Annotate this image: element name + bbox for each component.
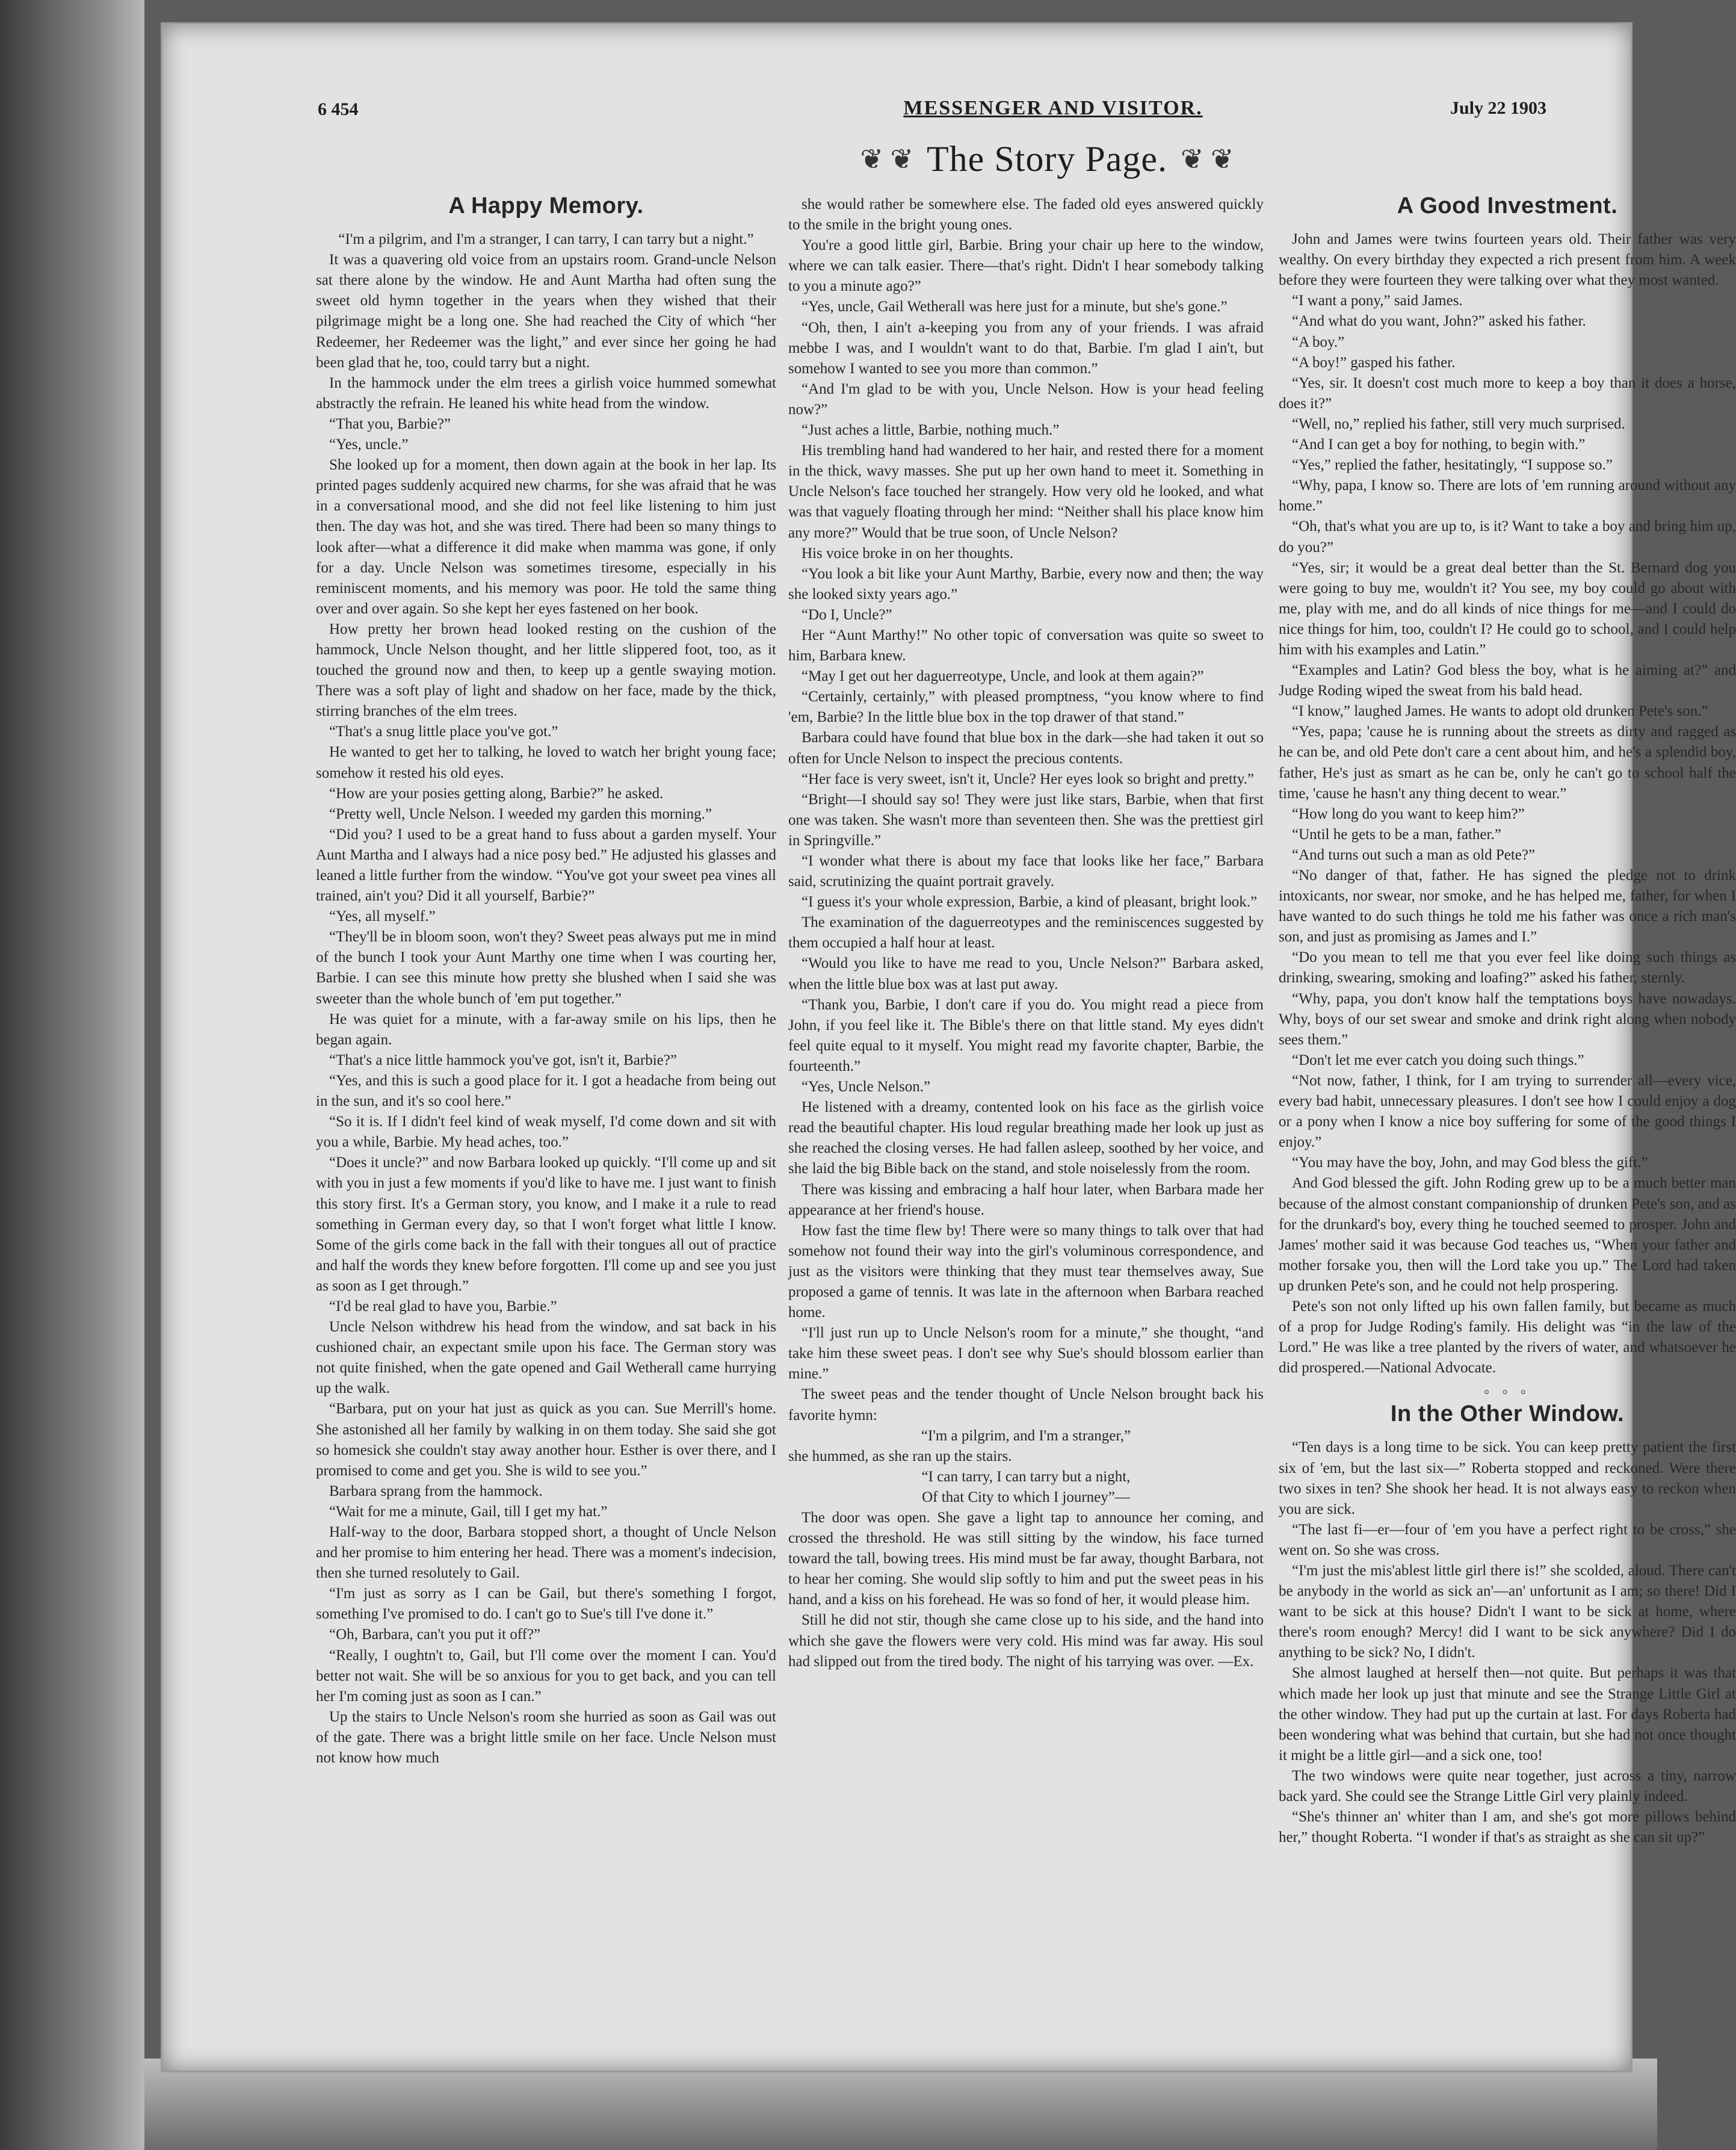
paragraph: The sweet peas and the tender thought of Uncle Nelson brought back his favorite hymn:: [788, 1386, 1264, 1424]
paragraph: “Why, papa, you don't know half the temptations boys have nowadays. Why, boys of our set swear and smoke and drink right along when nobody sees them.”: [1279, 990, 1736, 1048]
paragraph: “Do you mean to tell me that you ever feel like doing such things as drinking, swearing, smoking and loafing?” asked his father, sternly.: [1279, 949, 1736, 987]
paragraph: “And I can get a boy for nothing, to begin with.”: [1292, 436, 1586, 453]
paragraph: “May I get out her daguerreotype, Uncle, and look at them again?”: [802, 668, 1204, 685]
paragraph: The examination of the daguerreotypes and the reminiscences suggested by them occupied a half hour at least.: [788, 914, 1264, 952]
paragraph: she hummed, as she ran up the stairs.: [788, 1448, 1012, 1464]
paragraph: She almost laughed at herself then—not quite. But perhaps it was that which made her look up just that minute and see the Strange Little Girl at the other window. They had put up the curtain at last. For days Roberta had been wondering what was behind that curtain, but she had not once thought it might be a little girl—and a sick one, too!: [1279, 1665, 1736, 1764]
scan-binding-edge: [0, 0, 144, 2150]
paragraph: “Oh, Barbara, can't you put it off?”: [329, 1626, 541, 1643]
paragraph: “Until he gets to be a man, father.”: [1292, 826, 1501, 843]
article-title: In the Other Window.: [1390, 1401, 1625, 1427]
paragraph: “Thank you, Barbie, I don't care if you do. You might read a piece from John, if you feel like it. The Bible's there on that little stand. My eyes didn't feel quite equal to it myself. You might read my favorite chapter, Barbie, the fourteenth.”: [788, 996, 1264, 1074]
paragraph: “How long do you want to keep him?”: [1292, 805, 1525, 822]
paragraph: “Yes, all myself.”: [329, 908, 436, 925]
article-body: [1279, 229, 1736, 1378]
paragraph: “Yes, uncle.”: [329, 436, 409, 453]
article-body: [1279, 1437, 1736, 1848]
article-body: [788, 194, 1264, 1426]
newspaper-page: [162, 24, 1736, 2071]
paragraph: It was a quavering old voice from an upstairs room. Grand-uncle Nelson sat there alone by the window. He and Aunt Martha had often sung the sweet old hymn together in the years when they wished that their pilgrimage might be a long one. She had reached the City of which “her Redeemer, her Redeemer was the light,” and ever since her going he had been glad that he, too, could tarry but a night.: [316, 252, 776, 371]
paragraph: The two windows were quite near together, just across a tiny, narrow back yard. She could see the Strange Little Girl very plainly indeed.: [1279, 1767, 1736, 1805]
section-title: [728, 138, 1366, 180]
column-good-investment: [1279, 193, 1736, 2001]
paragraph: Still he did not stir, though she came close up to his side, and the hand into which she gave the flowers were very cold. His mind was far away. His soul had slipped out from the tired body. The night of his tarrying was over. —Ex.: [788, 1612, 1264, 1670]
page-header: [162, 75, 1631, 119]
paragraph: “Well, no,” replied his father, still very much surprised.: [1292, 415, 1625, 432]
paragraph: “Certainly, certainly,” with pleased promptness, “you know where to find 'em, Barbie? In the little blue box in the top drawer of that stand.”: [788, 689, 1264, 726]
paragraph: His trembling hand had wandered to her hair, and rested there for a moment in the thick, wavy masses. She put up her own hand to meet it. Something in Uncle Nelson's face touched her strangely. How very old he looked, and what was that vaguely floating through her mind: “Neither shall his place know him any more?” Would that be true soon, of Uncle Nelson?: [788, 442, 1264, 541]
paragraph: “Yes,” replied the father, hesitatingly, “I suppose so.”: [1292, 457, 1613, 474]
section-separator: ° ° °: [1484, 1387, 1531, 1402]
paragraph: “Yes, Uncle Nelson.”: [802, 1079, 931, 1095]
paragraph: “Wait for me a minute, Gail, till I get my hat.”: [329, 1503, 608, 1520]
paragraph: “Yes, uncle, Gail Wetherall was here just for a minute, but she's gone.”: [802, 299, 1228, 315]
scan-bottom-edge: [144, 2059, 1657, 2150]
paragraph: “And I'm glad to be with you, Uncle Nelson. How is your head feeling now?”: [788, 380, 1264, 418]
paragraph: “Did you? I used to be a great hand to fuss about a garden myself. Your Aunt Martha and I always had a nice posy bed.” He adjusted his glasses and leaned a little further from the window. “You've got your sweet pea vines all trained, ain't you? Did it all yourself, Barbie?”: [316, 826, 776, 905]
paragraph: Barbara sprang from the hammock.: [329, 1482, 543, 1499]
paragraph: “The last fi—er—four of 'em you have a perfect right to be cross,” she went on. So she was cross.: [1279, 1521, 1736, 1558]
article-title: A Happy Memory.: [448, 193, 644, 218]
paragraph: And God blessed the gift. John Roding grew up to be a much better man because of the almost constant companionship of drunken Pete's son, and as for the drunkard's boy, every thing he touched seemed to prosper. John and James' mother said it was because God teaches us, “When your father and mother forsake you, then will the Lord take you up.” The Lord had taken up drunken Pete's son, and he could not help prospering.: [1279, 1175, 1736, 1294]
leaf-ornament-icon: ❦ ❦: [1180, 144, 1234, 175]
paragraph: “I want a pony,” said James.: [1292, 293, 1463, 309]
paragraph: “A boy.”: [1292, 333, 1345, 350]
leaf-ornament-icon: ❦ ❦: [860, 144, 914, 175]
paragraph: “And what do you want, John?” asked his father.: [1292, 313, 1586, 330]
article-title: A Good Investment.: [1397, 193, 1618, 218]
masthead: MESSENGER AND VISITOR.: [903, 97, 1203, 119]
paragraph: “You may have the boy, John, and may God bless the gift.”: [1292, 1154, 1648, 1171]
paragraph: “Yes, papa; 'cause he is running about the streets as dirty and ragged as he can be, and old Pete don't care a cent about him, and he's a splendid boy, father, He's just as smart as he can be, only he can't go to school half the time, 'cause he hasn't any thing decent to wear.”: [1279, 723, 1736, 802]
paragraph: “Barbara, put on your hat just as quick as you can. Sue Merrill's home. She astonished all her family by walking in on them today. She said she got so homesick she couldn't stay away another hour. Esther is over there, and I promised to come and get you. She is wild to see you.”: [316, 1401, 776, 1479]
paragraph: “A boy!” gasped his father.: [1292, 354, 1456, 371]
paragraph: “Not now, father, I think, for I am trying to surrender all—every vice, every bad habit, unnecessary pleasures. I don't see how I could enjoy a dog or a pony when I know a nice boy suffering for some of the good things I enjoy.”: [1279, 1072, 1736, 1151]
paragraph: “That's a nice little hammock you've got, isn't it, Barbie?”: [329, 1052, 677, 1068]
paragraph: “No danger of that, father. He has signed the pledge not to drink intoxicants, nor swear, nor smoke, and he has helped me, father, for when I have wanted to do such things he told me his father was once a rich man's son, and just as promising as James and I.”: [1279, 867, 1736, 946]
paragraph: He was quiet for a minute, with a far-away smile on his lips, then he began again.: [316, 1011, 776, 1048]
paragraph: Up the stairs to Uncle Nelson's room she hurried as soon as Gail was out of the gate. There was a bright little smile on her face. Uncle Nelson must not know how much: [316, 1708, 776, 1767]
column-happy-memory: [316, 193, 776, 2001]
paragraph: “I'll just run up to Uncle Nelson's room for a minute,” she thought, “and take him these sweet peas. I don't see why Sue's should blossom earlier than mine.”: [788, 1325, 1264, 1383]
paragraph: “Just aches a little, Barbie, nothing much.”: [802, 422, 1060, 439]
paragraph: “Yes, and this is such a good place for it. I got a headache from being out in the sun, and it's so cool here.”: [316, 1072, 776, 1110]
section-title-text: The Story Page.: [927, 139, 1167, 179]
paragraph: “Bright—I should say so! They were just like stars, Barbie, when that first one was taken. She wasn't more than seventeen then. She was the prettiest girl in Springville.”: [788, 791, 1264, 849]
paragraph: “Her face is very sweet, isn't it, Uncle? Her eyes look so bright and pretty.”: [802, 770, 1254, 787]
paragraph: “That's a snug little place you've got.”: [329, 723, 558, 740]
paragraph: In the hammock under the elm trees a girlish voice hummed somewhat abstractly the refrain. He leaned his white head from the window.: [316, 374, 776, 412]
paragraph: Barbara could have found that blue box in the dark—she had taken it out so often for Uncle Nelson to inspect the precious contents.: [788, 730, 1264, 767]
paragraph: “She's thinner an' whiter than I am, and she's got more pillows behind her,” thought Roberta. “I wonder if that's as straight as she can sit up?”: [1279, 1809, 1736, 1846]
paragraph: John and James were twins fourteen years old. Their father was very wealthy. On every birthday they expected a rich present from him. A week before they were fourteen they were talking over what they most wanted.: [1279, 231, 1736, 289]
paragraph: “Pretty well, Uncle Nelson. I weeded my garden this morning.”: [329, 805, 712, 822]
issue-date: July 22 1903: [1450, 98, 1546, 118]
paragraph: “Does it uncle?” and now Barbara looked up quickly. “I'll come up and sit with you in just a few moments if you'd like to have me. I just want to finish this story first. It's a German story, you know, and I make it a rule to read something in German every day, so that I won't forget what little I know. Some of the girls come back in the fall with their tongues all out of practice and half the words they knew before forgotten. I'll come up and see you just as soon as I get through.”: [316, 1154, 776, 1294]
paragraph: “Ten days is a long time to be sick. You can keep pretty patient the first six of 'em, but the last six—” Roberta stopped and reckoned. Were there two sixes in ten? She shook her head. It is not always easy to reckon when you are sick.: [1279, 1439, 1736, 1517]
paragraph: she would rather be somewhere else. The faded old eyes answered quickly to the smile in the bright young ones.: [788, 196, 1264, 234]
paragraph: “Examples and Latin? God bless the boy, what is he aiming at?” and Judge Roding wiped the sweat from his bald head.: [1279, 662, 1736, 699]
hymn-verse: Of that City to which I journey”—: [922, 1489, 1130, 1505]
paragraph: He wanted to get her to talking, he loved to watch her bright young face; somehow it rested his old eyes.: [316, 744, 776, 781]
paragraph: His voice broke in on her thoughts.: [802, 545, 1014, 562]
paragraph: Pete's son not only lifted up his own fallen family, but became as much of a prop for Judge Roding's family. His delight was “in the law of the Lord.” He was like a tree planted by the rivers of water, and whatsoever he did prospered.—National Advocate.: [1279, 1298, 1736, 1377]
paragraph: “Really, I oughtn't to, Gail, but I'll come over the moment I can. You'd better not wait. She will be so anxious for you to get back, and you can tell her I'm coming just as soon as I can.”: [316, 1647, 776, 1705]
paragraph: “So it is. If I didn't feel kind of weak myself, I'd come down and sit with you a while, Barbie. My head aches, too.”: [316, 1114, 776, 1151]
epigraph-verse: “I'm a pilgrim, and I'm a stranger, I can tarry, I can tarry but a night.”: [338, 231, 754, 248]
paragraph: “How are your posies getting along, Barbie?” he asked.: [329, 785, 664, 802]
paragraph: “Don't let me ever catch you doing such things.”: [1292, 1052, 1584, 1068]
paragraph: “Would you like to have me read to you, Uncle Nelson?” Barbara asked, when the little blue box was at last put away.: [788, 955, 1264, 993]
paragraph: You're a good little girl, Barbie. Bring your chair up here to the window, where we can talk easier. There—that's right. Didn't I hear somebody talking to you a minute ago?”: [788, 237, 1264, 295]
paragraph: “Yes, sir. It doesn't cost much more to keep a boy than it does a horse, does it?”: [1279, 374, 1736, 412]
paragraph: Her “Aunt Marthy!” No other topic of conversation was quite so sweet to him, Barbara knew.: [788, 627, 1264, 665]
paragraph: Uncle Nelson withdrew his head from the window, and sat back in his cushioned chair, an expectant smile upon his face. The German story was not quite finished, when the gate opened and Gail Wetherall came hurrying up the walk.: [316, 1319, 776, 1397]
article-body: [316, 250, 776, 1768]
paragraph: How fast the time flew by! There were so many things to talk over that had somehow not found their way into the girl's voluminous correspondence, and just as the visitors were thinking that they must tear themselves away, Sue proposed a game of tennis. It was late in the afternoon when Barbara reached home.: [788, 1222, 1264, 1321]
paragraph: “Why, papa, I know so. There are lots of 'em running around without any home.”: [1279, 477, 1736, 515]
paragraph: “I'd be real glad to have you, Barbie.”: [329, 1298, 557, 1315]
paragraph: “Do I, Uncle?”: [802, 606, 892, 623]
hymn-verse: “I'm a pilgrim, and I'm a stranger,”: [921, 1427, 1131, 1444]
paragraph: “You look a bit like your Aunt Marthy, Barbie, every now and then; the way she looked sixty years ago.”: [788, 565, 1264, 603]
article-body: [788, 1508, 1264, 1672]
paragraph: “I'm just the mis'ablest little girl there is!” she scolded, aloud. There can't be anybody in the world as sick an'—an' unfortunit as I am; so there! Did I want to be sick at this house? Didn't I want to be sick at home, where there's room enough? Mercy! did I want to be sick anywhere? Did I do anything to be sick? No, I didn't.: [1279, 1563, 1736, 1661]
hymn-verse: “I can tarry, I can tarry but a night,: [921, 1468, 1131, 1485]
paragraph: “That you, Barbie?”: [329, 415, 451, 432]
paragraph: “And turns out such a man as old Pete?”: [1292, 846, 1536, 863]
paragraph: “I guess it's your whole expression, Barbie, a kind of pleasant, bright look.”: [802, 894, 1258, 911]
paragraph: “I'm just as sorry as I can be Gail, but there's something I forgot, something I've promised to do. I can't go to Sue's till I've done it.”: [316, 1585, 776, 1623]
paragraph: “Oh, then, I ain't a-keeping you from any of your friends. I was afraid mebbe I was, and I wouldn't want to do that, Barbie. I'm glad I ain't, but somehow I wanted to see you more than common.”: [788, 319, 1264, 377]
paragraph: How pretty her brown head looked resting on the cushion of the hammock, Uncle Nelson thought, and her little slippered foot, too, as it touched the ground now and then, to keep up a gentle swaying motion. There was a soft play of light and shadow on her face, made by the thick, stirring branches of the elm trees.: [316, 621, 776, 720]
column-happy-memory-continued: [788, 194, 1264, 2000]
page-number: 6 454: [318, 99, 359, 119]
paragraph: He listened with a dreamy, contented look on his face as the girlish voice read the beautiful chapter. His loud regular breathing made her look up just as she reached the closing verses. He had fallen asleep, soothed by her voice, and she laid the big Bible back on the stand, and stole noiselessly from the room.: [788, 1099, 1264, 1177]
paragraph: The door was open. She gave a light tap to announce her coming, and crossed the threshold. He was still sitting by the window, his face turned toward the tall, bowing trees. His mind must be far away, thought Barbara, not to hear her coming. She would slip softly to him and put the sweet peas in his hand, and a kiss on his forehead. He was so fond of her, it would please him.: [788, 1510, 1264, 1608]
paragraph: “Oh, that's what you are up to, is it? Want to take a boy and bring him up, do you?”: [1279, 518, 1736, 556]
paragraph: “Yes, sir; it would be a great deal better than the St. Bernard dog you were going to buy me, wouldn't it? You see, my boy could go about with me, play with me, and do all kinds of nice things for me—and I could do nice things for him, too, couldn't I? He could go to school, and I could help him with his examples and Latin.”: [1279, 559, 1736, 658]
paragraph: “I wonder what there is about my face that looks like her face,” Barbara said, scrutinizing the quaint portrait gravely.: [788, 853, 1264, 890]
paragraph: “They'll be in bloom soon, won't they? Sweet peas always put me in mind of the bunch I took your Aunt Marthy one time when I was courting her, Barbie. I can see this minute how pretty she blushed when I said she was sweeter than the whole bunch of 'em put together.”: [316, 929, 776, 1007]
paragraph: “I know,” laughed James. He wants to adopt old drunken Pete's son.”: [1292, 703, 1708, 720]
paragraph: There was kissing and embracing a half hour later, when Barbara made her appearance at her friend's house.: [788, 1181, 1264, 1218]
paragraph: Half-way to the door, Barbara stopped short, a thought of Uncle Nelson and her promise to him entering her head. There was a moment's indecision, then she turned resolutely to Gail.: [316, 1524, 776, 1582]
paragraph: She looked up for a moment, then down again at the book in her lap. Its printed pages suddenly acquired new charms, for she was afraid that he was in a conversational mood, and she did not feel like listening to him just then. The day was hot, and she was tired. There had been so many things to look after—what a difference it did make when mamma was gone, if only for a day. Uncle Nelson was sometimes tiresome, especially in his reminiscent moments, and his memory was poor. He told the same thing over and over again. So she kept her eyes fastened on her book.: [316, 457, 776, 617]
